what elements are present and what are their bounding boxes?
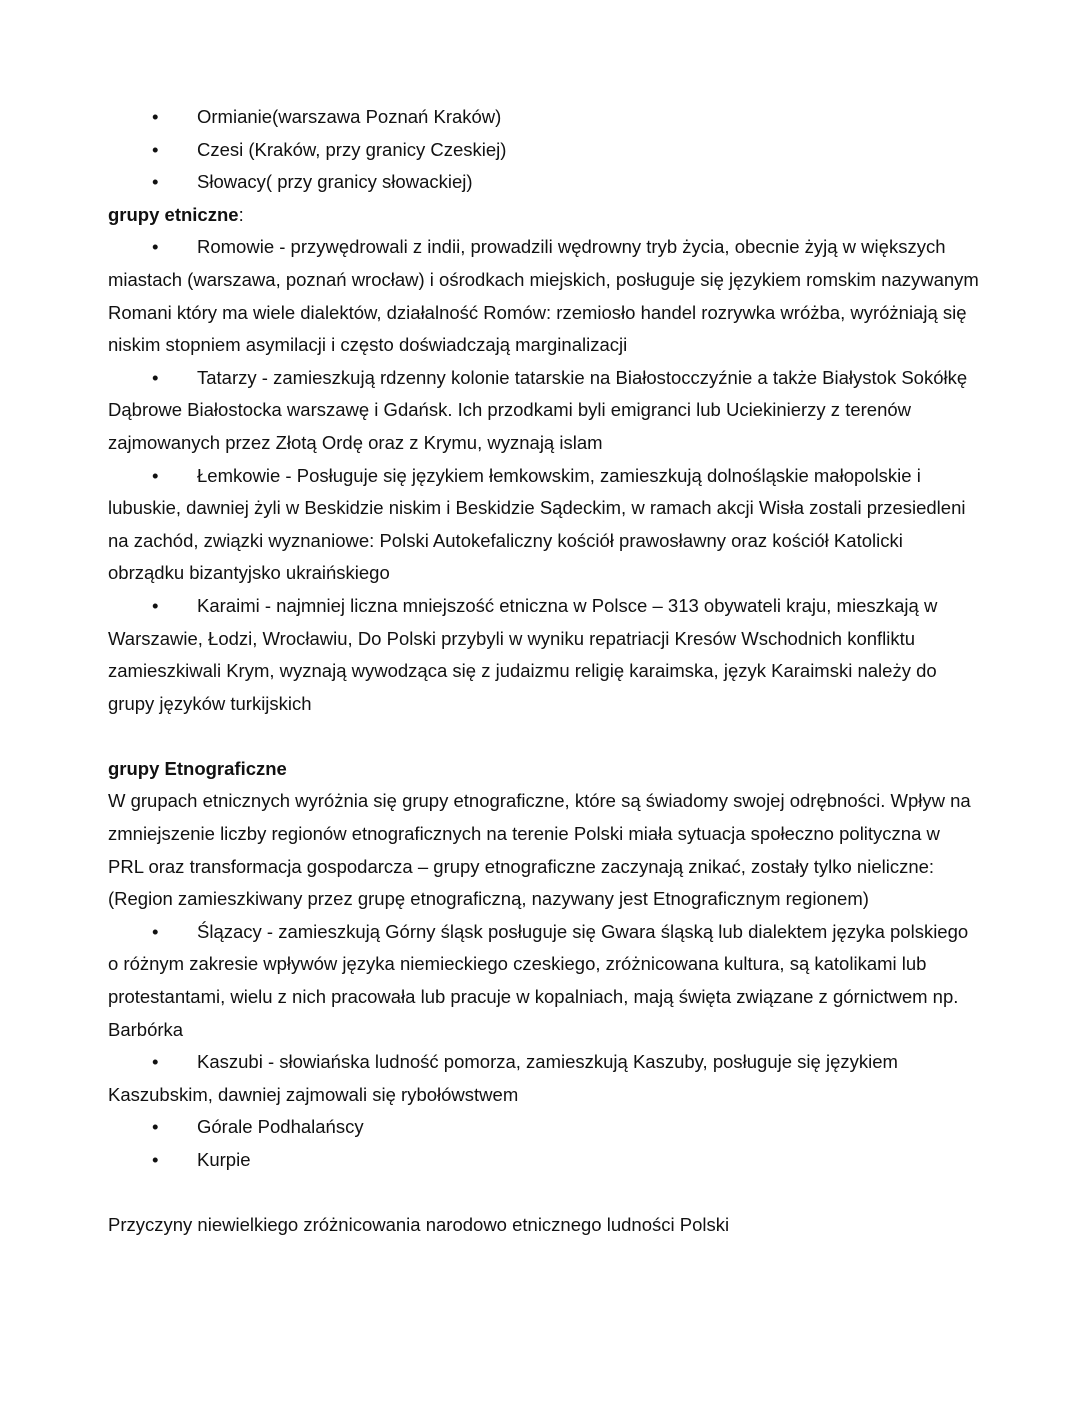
list-item <box>108 1046 980 1111</box>
bullet-icon: • <box>152 464 159 486</box>
heading-text: grupy etniczne <box>108 203 239 225</box>
list-item-text: Kaszubi - słowiańska ludność pomorza, zamieszkują Kaszuby, posługuje się językiem Kaszubskim, dawniej zajmowali się rybołówstwem <box>108 1051 898 1105</box>
list-item-text: Ślązacy - zamieszkują Górny śląsk posługuje się Gwara śląską lub dialektem języka polskiego o różnym zakresie wpływów języka niemieckiego czeskiego, zróżnicowana kultura, są katolikami lub protestantami, wielu z nich pracowała lub pracuje w kopalniach, mają święta związane z górnictwem np. Barbórka <box>108 920 969 1040</box>
list-item-text: Łemkowie - Posługuje się językiem łemkowskim, zamieszkują dolnośląskie małopolskie i lubuskie, dawniej żyli w Beskidzie niskim i Beskidzie Sądeckim, w ramach akcji Wisła zostali przesiedleni na zachód, związki wyznaniowe: Polski Autokefaliczny kościół prawosławny oraz kościół Katolicki obrządku bizantyjsko ukraińskiego <box>108 464 966 584</box>
list-item-text: Czesi (Kraków, przy granicy Czeskiej) <box>197 138 507 160</box>
bullet-icon: • <box>152 594 159 616</box>
bullet-icon: • <box>152 1051 159 1073</box>
list-item <box>108 590 980 720</box>
bullet-icon: • <box>152 171 159 193</box>
bullet-icon: • <box>152 106 159 127</box>
ethnographic-note: (Region zamieszkiwany przez grupę etnograficzną, nazywany jest Etnograficznym regionem) <box>108 888 869 910</box>
list-item <box>108 460 980 590</box>
document-page <box>108 101 980 1242</box>
list-item <box>108 134 980 167</box>
closing-line: Przyczyny niewielkiego zróżnicowania narodowo etnicznego ludności Polski <box>108 1214 730 1236</box>
list-item-text: Romowie - przywędrowali z indii, prowadzili wędrowny tryb życia, obecnie żyją w większych miastach (warszawa, poznań wrocław) i ośrodkach miejskich, posługuje się językiem romskim nazywanym Romani który ma wiele dialektów, działalność Romów: rzemiosło handel rozrywka wróżba, wyróżniają się niskim stopniem asymilacji i często doświadczają marginalizacji <box>108 236 979 356</box>
spacer <box>108 720 980 753</box>
list-item <box>108 101 980 134</box>
list-item <box>108 1111 980 1144</box>
bullet-icon: • <box>152 366 159 388</box>
list-item <box>108 362 980 460</box>
heading-suffix: : <box>238 203 244 225</box>
list-item-text: Karaimi - najmniej liczna mniejszość etniczna w Polsce – 313 obywateli kraju, mieszkają w Warszawie, Łodzi, Wrocławiu, Do Polski przybyli w wyniku repatriacji Kresów Wschodnich konfliktu zamieszkiwali Krym, wyznają wywodząca się z judaizmu religię karaimska, język Karaimski należy do grupy języków turkijskich <box>108 594 938 714</box>
section-heading-ethnographic: grupy Etnograficzne <box>108 757 287 779</box>
list-item <box>108 166 980 199</box>
list-item <box>108 916 980 1046</box>
bullet-icon: • <box>152 920 159 942</box>
list-item <box>108 231 980 361</box>
bullet-icon: • <box>152 236 159 258</box>
list-item-text: Słowacy( przy granicy słowackiej) <box>197 171 473 193</box>
ethnographic-intro: W grupach etnicznych wyróżnia się grupy etnograficzne, które są świadomy swojej odrębności. Wpływ na zmniejszenie liczby regionów etnograficznych na terenie Polski miała sytuacja społeczno polityczna w PRL oraz transformacja gospodarcza – grupy etnograficzne zaczynają znikać, zostały tylko nieliczne: <box>108 790 971 877</box>
list-item-text: Ormianie(warszawa Poznań Kraków) <box>197 106 502 127</box>
bullet-icon: • <box>152 1116 159 1138</box>
bullet-icon: • <box>152 1149 159 1170</box>
list-item <box>108 1144 980 1177</box>
list-item-text: Górale Podhalańscy <box>197 1116 364 1138</box>
section-heading-ethnic <box>108 199 980 232</box>
bullet-icon: • <box>152 138 159 160</box>
list-item-text: Kurpie <box>197 1149 251 1170</box>
list-item-text: Tatarzy - zamieszkują rdzenny kolonie tatarskie na Białostocczyźnie a także Białystok Sokółkę Dąbrowe Białostocka warszawę i Gdańsk. Ich przodkami byli emigranci lub Uciekinierzy z terenów zajmowanych przez Złotą Ordę oraz z Krymu, wyznają islam <box>108 366 968 453</box>
spacer <box>108 1177 980 1210</box>
